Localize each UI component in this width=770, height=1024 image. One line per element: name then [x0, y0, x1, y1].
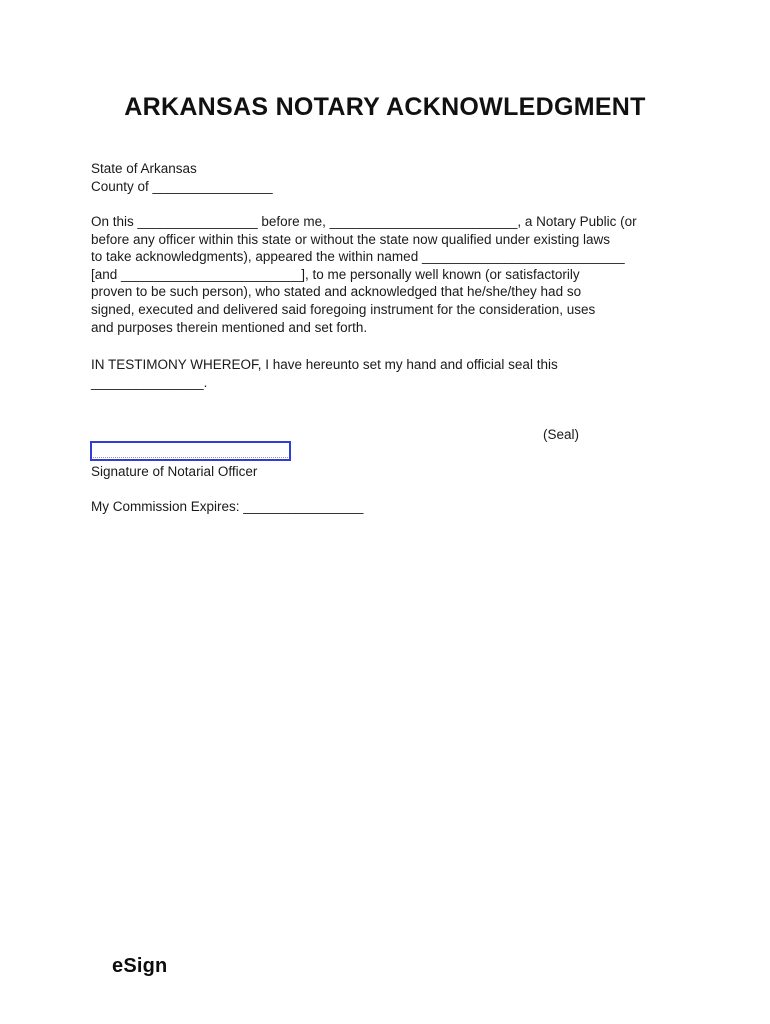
- paragraph-line: signed, executed and delivered said foregoing instrument for the consideration, uses: [91, 301, 596, 317]
- testimony-paragraph: [91, 356, 558, 391]
- state-line: State of Arkansas: [91, 161, 197, 176]
- paragraph-line: proven to be such person), who stated and acknowledged that he/she/they had so: [91, 284, 582, 300]
- paragraph-line: [and ________________________], to me personally well known (or satisfactorily: [91, 266, 580, 282]
- signature-underline: [93, 457, 288, 458]
- paragraph-line: before any officer within this state or without the state now qualified under existing laws: [91, 231, 611, 247]
- paragraph-line: and purposes therein mentioned and set forth.: [91, 319, 368, 335]
- county-line: County of ________________: [91, 178, 273, 194]
- seal-label: (Seal): [543, 427, 580, 442]
- testimony-line: IN TESTIMONY WHEREOF, I have hereunto set my hand and official seal this: [91, 357, 558, 372]
- document-title: ARKANSAS NOTARY ACKNOWLEDGMENT: [124, 93, 646, 121]
- paragraph-line: On this ________________ before me, _________________________, a Notary Public (or: [91, 214, 637, 229]
- venue-block: [91, 160, 273, 195]
- signature-field[interactable]: [90, 441, 291, 461]
- paragraph-line: to take acknowledgments), appeared the within named ___________________________: [91, 249, 625, 265]
- esign-logo: eSign: [112, 955, 168, 977]
- signature-caption: Signature of Notarial Officer: [91, 464, 258, 479]
- testimony-line: _______________.: [91, 374, 208, 390]
- commission-expires-line: My Commission Expires: ________________: [91, 499, 364, 514]
- acknowledgment-paragraph: [91, 213, 637, 336]
